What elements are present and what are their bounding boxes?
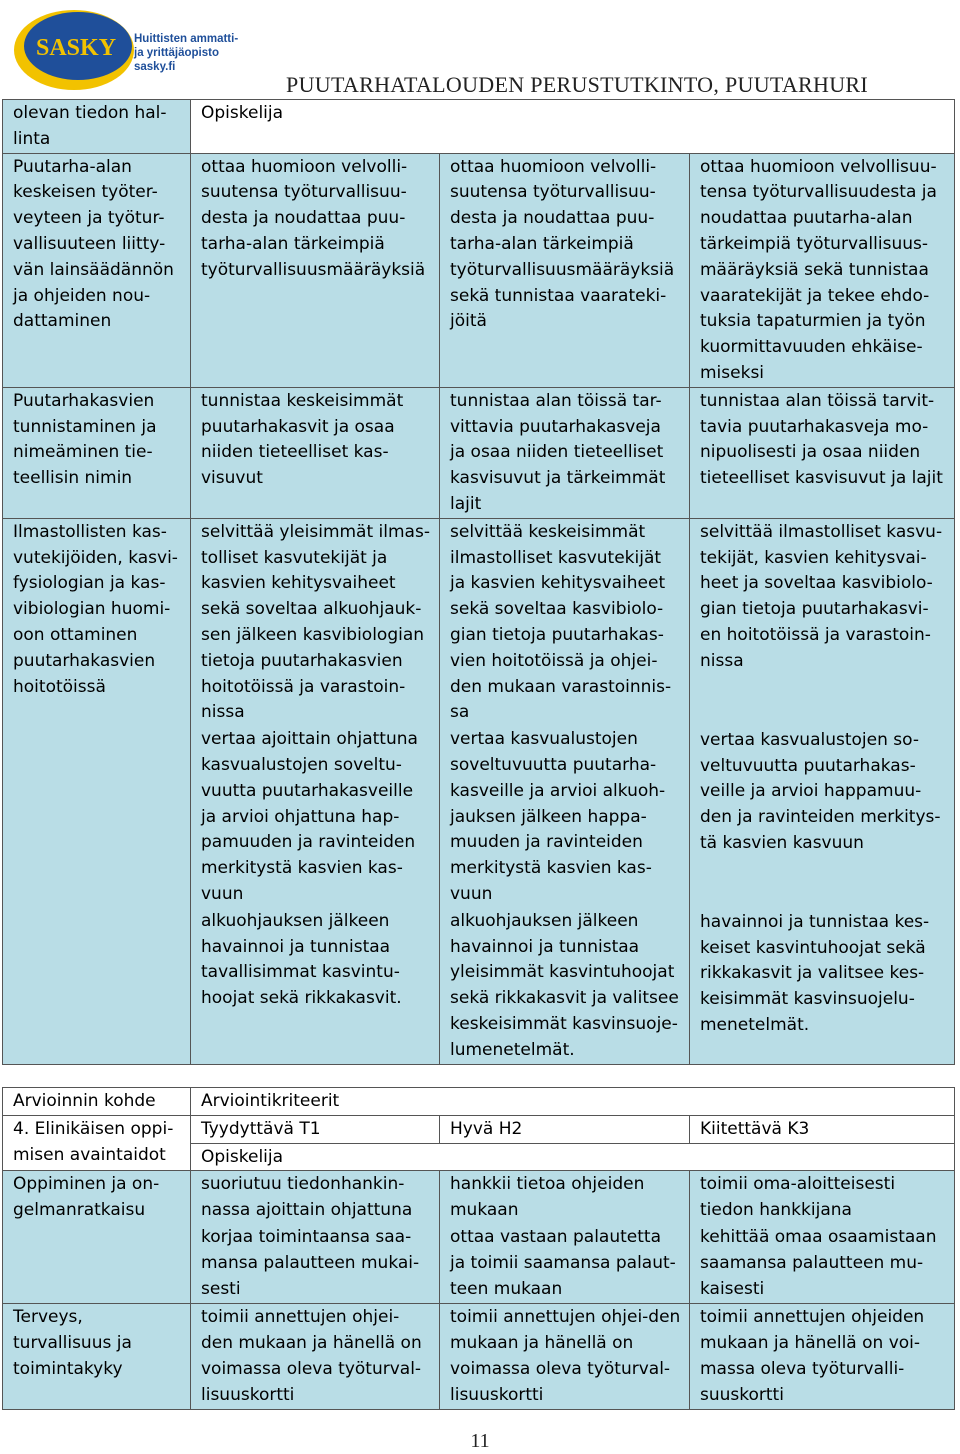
criteria-h2-cell: ottaa huomioon velvolli-suutensa työturvallisuu-desta ja noudattaa puu-tarha-alan tärkeimpiä työturvallisuusmääräyksiä sekä tunnistaa vaarateki-jöitä bbox=[440, 153, 690, 387]
grade-h2-header: Hyvä H2 bbox=[440, 1115, 690, 1143]
criteria-table-2 bbox=[2, 1087, 955, 1410]
target-cell: Oppiminen ja on-gelmanratkaisu bbox=[3, 1171, 191, 1304]
criteria-item: vertaa kasvualustojen so-veltuvuutta puutarhakas-veille ja arvioi happamuu-den ja ravinteiden merkitys-tä kasvien kasvuun bbox=[700, 729, 941, 853]
criteria-k3-cell bbox=[690, 518, 955, 1065]
logo-subtitle-1: Huittisten ammatti- bbox=[134, 33, 239, 45]
criteria-t1-cell bbox=[191, 518, 440, 1065]
logo-subtitle-2: ja yrittäjäopisto bbox=[134, 47, 219, 59]
grade-t1-header: Tyydyttävä T1 bbox=[191, 1115, 440, 1143]
criteria-t1-cell: ottaa huomioon velvolli-suutensa työturvallisuu-desta ja noudattaa puu-tarha-alan tärkeimpiä työturvallisuusmääräyksiä bbox=[191, 153, 440, 387]
criteria-item: vertaa ajoittain ohjattuna kasvualustojen soveltu-vuutta puutarhakasveille ja arvioi ohjattuna hap-pamuuden ja ravinteiden merkitystä kasvien kas-vuun bbox=[201, 729, 418, 904]
target-cell: Puutarha-alan keskeisen työter-veyteen ja työtur-vallisuuteen liitty-vän lainsäädännön ja ohjeiden nou-dattaminen bbox=[3, 153, 191, 387]
table-row bbox=[3, 100, 955, 154]
criteria-item: ottaa vastaan palautetta ja toimii saamansa palaut-teen mukaan bbox=[450, 1226, 676, 1299]
criteria-t1-cell bbox=[191, 1171, 440, 1304]
document-title: PUUTARHATALOUDEN PERUSTUTKINTO, PUUTARHURI bbox=[286, 72, 868, 97]
table-row bbox=[3, 153, 955, 387]
target-cell: Ilmastollisten kas-vutekijöiden, kasvi-fysiologian ja kas-vibiologian huomi-oon ottaminen puutarhakasvien hoitotöissä bbox=[3, 518, 191, 1065]
criteria-k3-cell: ottaa huomioon velvollisuu-tensa työturvallisuudesta ja noudattaa puutarha-alan tärkeimpiä työturvallisuus-määräyksiä sekä tunnistaa vaaratekijät ja tekee ehdo-tuksia tapaturmien ja työn kuormittavuuden ehkäise-miseksi bbox=[690, 153, 955, 387]
subject-cell: Opiskelija bbox=[191, 100, 955, 154]
criteria-k3-cell: tunnistaa alan töissä tarvit-tavia puutarhakasveja mo-nipuolisesti ja osaa niiden tieteelliset kasvisuvut ja lajit bbox=[690, 387, 955, 518]
table-row bbox=[3, 387, 955, 518]
criteria-h2-cell: toimii annettujen ohjei-den mukaan ja hänellä on voimassa oleva työturval-lisuuskortti bbox=[440, 1304, 690, 1409]
criteria-k3-cell bbox=[690, 1171, 955, 1304]
subject-cell: Opiskelija bbox=[191, 1143, 955, 1171]
criteria-h2-cell bbox=[440, 1171, 690, 1304]
criteria-item: korjaa toimintaansa saa-mansa palautteen mukai-sesti bbox=[201, 1226, 420, 1299]
table-row bbox=[3, 518, 955, 1065]
page-header bbox=[0, 0, 960, 100]
criteria-item: selvittää yleisimmät ilmas-tolliset kasvutekijät ja kasvien kehitysvaiheet sekä soveltaa alkuohjauk-sen jälkeen kasvibiologian tietoja puutarhakasvien hoitotöissä ja varastoin-nissa bbox=[201, 521, 430, 723]
criteria-h2-cell: tunnistaa alan töissä tar-vittavia puutarhakasveja ja osaa niiden tieteelliset kasvisuvut ja tärkeimmät lajit bbox=[440, 387, 690, 518]
table-row bbox=[3, 1304, 955, 1409]
target-cell: olevan tiedon hal-linta bbox=[3, 100, 191, 154]
criteria-item: hankkii tietoa ohjeiden mukaan bbox=[450, 1174, 645, 1221]
target-cell: Terveys, turvallisuus ja toimintakyky bbox=[3, 1304, 191, 1409]
table-row bbox=[3, 1088, 955, 1116]
logo-text: SASKY bbox=[36, 35, 117, 61]
header-target-cell: Arvioinnin kohde bbox=[3, 1088, 191, 1116]
target-cell: Puutarhakasvien tunnistaminen ja nimeäminen tie-teellisin nimin bbox=[3, 387, 191, 518]
logo-subtitle-3: sasky.fi bbox=[134, 61, 176, 73]
criteria-item: alkuohjauksen jälkeen havainnoi ja tunnistaa yleisimmät kasvintuhoojat sekä rikkakasvit ja valitsee keskeisimmät kasvinsuoje-lumenetelmät. bbox=[450, 910, 679, 1060]
table-row bbox=[3, 1171, 955, 1304]
table-row bbox=[3, 1115, 955, 1143]
criteria-item: havainnoi ja tunnistaa kes-keiset kasvintuhoojat sekä rikkakasvit ja valitsee kes-keisimmät kasvinsuojelu-menetelmät. bbox=[700, 911, 930, 1035]
header-criteria-cell: Arviointikriteerit bbox=[191, 1088, 955, 1116]
sasky-logo bbox=[12, 2, 262, 94]
criteria-item: selvittää ilmastolliset kasvu-tekijät, kasvien kehitysvai-heet ja soveltaa kasvibiolo-gian tietoja puutarhakasvi-en hoitotöissä ja varastoin-nissa bbox=[700, 521, 943, 671]
criteria-t1-cell: tunnistaa keskeisimmät puutarhakasvit ja osaa niiden tieteelliset kas-visuvut bbox=[191, 387, 440, 518]
criteria-item: selvittää keskeisimmät ilmastolliset kasvutekijät ja kasvien kehitysvaiheet sekä soveltaa kasvibiolo-gian tietoja puutarhakas-vien hoitotöissä ja ohjei-den mukaan varastoinnis-sa bbox=[450, 521, 672, 723]
criteria-h2-cell bbox=[440, 518, 690, 1065]
criteria-table-1 bbox=[2, 99, 955, 1065]
section-title-cell: 4. Elinikäisen oppi-misen avaintaidot bbox=[3, 1115, 191, 1171]
page-number: 11 bbox=[470, 1430, 490, 1452]
criteria-item: kehittää omaa osaamistaan saamansa palautteen mu-kaisesti bbox=[700, 1226, 937, 1299]
grade-k3-header: Kiitettävä K3 bbox=[690, 1115, 955, 1143]
criteria-item: vertaa kasvualustojen soveltuvuutta puutarha-kasveille ja arvioi alkuoh-jauksen jälkeen happa-muuden ja ravinteiden merkitystä kasvien kas-vuun bbox=[450, 729, 666, 904]
criteria-item: suoriutuu tiedonhankin-nassa ajoittain ohjattuna bbox=[201, 1174, 413, 1221]
criteria-item: toimii oma-aloitteisesti tiedon hankkijana bbox=[700, 1174, 896, 1221]
criteria-k3-cell: toimii annettujen ohjeiden mukaan ja hänellä on voi-massa oleva työturvalli-suuskortti bbox=[690, 1304, 955, 1409]
criteria-t1-cell: toimii annettujen ohjei-den mukaan ja hänellä on voimassa oleva työturval-lisuuskortti bbox=[191, 1304, 440, 1409]
criteria-item: alkuohjauksen jälkeen havainnoi ja tunnistaa tavallisimmat kasvintu-hoojat sekä rikkakasvit. bbox=[201, 910, 402, 1009]
